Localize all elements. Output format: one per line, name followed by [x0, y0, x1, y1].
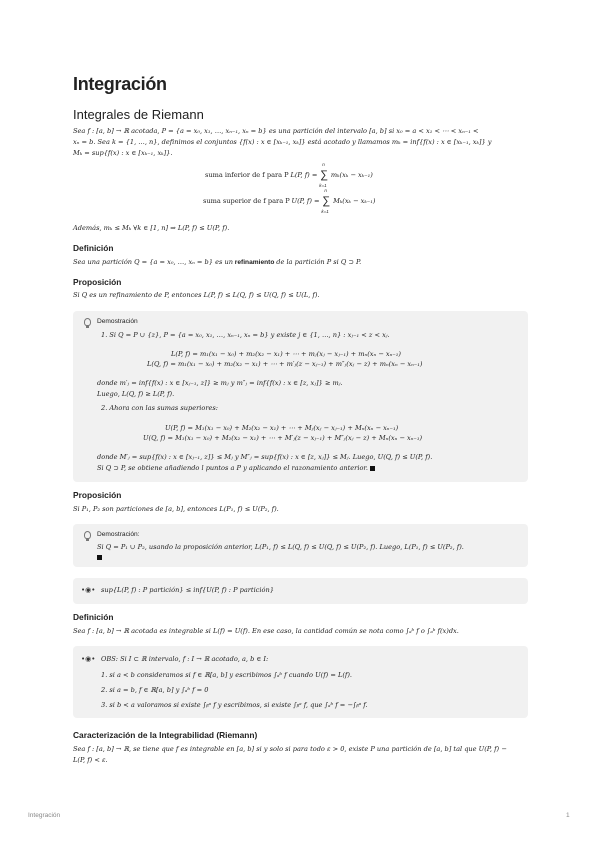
qed-icon: [370, 466, 375, 471]
eye-icon: •◉•: [81, 655, 96, 663]
intro-line-2: xₙ = b. Sea k = {1, …, n}, definimos el conjuntos {f(x) : x ∈ [xₖ₋₁, xₖ]} está acotado y llamamos mₖ = inf{f(x) : x ∈ [xₖ₋₁, xₖ]} y: [73, 138, 492, 146]
demo-line: Luego, L(Q, f) ≥ L(P, f).: [97, 390, 175, 398]
section-heading-riemann: Integrales de Riemann: [73, 107, 204, 122]
demo-label: Demostración: [97, 318, 138, 325]
demo-line: U(P, f) = M₁(x₁ − x₀) + M₂(x₂ − x₁) + ⋯ + Mⱼ(xⱼ − xⱼ₋₁) + Mₙ(xₙ − xₙ₋₁): [165, 424, 399, 432]
eye-icon: •◉•: [81, 586, 96, 594]
demo-line: 1. Si Q = P ∪ {z}, P = {a = x₀, x₁, …, xₙ₋₁, xₙ = b} y existe j ∈ {1, …, n} : xⱼ₋₁ < z < xⱼ.: [101, 331, 390, 339]
demo-line: L(Q, f) = m₁(x₁ − x₀) + m₂(x₂ − x₁) + ⋯ + m′ⱼ(z − xⱼ₋₁) + m″ⱼ(xⱼ − z) + mₙ(xₙ − xₙ₋₁): [147, 360, 423, 368]
obs-intro: OBS: Si I ⊂ ℝ intervalo, f : I → ℝ acotado, a, b ∈ I:: [101, 655, 269, 663]
demo-line: U(Q, f) = M₁(x₁ − x₀) + M₂(x₂ − x₁) + ⋯ + M′ⱼ(z − xⱼ₋₁) + M″ⱼ(xⱼ − z) + Mₙ(xₙ − xₙ₋₁): [143, 434, 423, 442]
characterization-heading: Caracterización de la Integrabilidad (Riemann): [73, 730, 258, 740]
demo-label: Demostración:: [97, 531, 140, 538]
definition-text-2: Sea f : [a, b] → ℝ acotada es integrable si L(f) = U(f). En ese caso, la cantidad común se nota como ∫ₐᵇ f o ∫ₐᵇ f(x)dx.: [73, 627, 459, 635]
intro-line-3: Mₖ = sup{f(x) : x ∈ [xₖ₋₁, xₖ]}.: [73, 149, 173, 157]
demo-line-last: Si Q ⊃ P, se obtiene añadiendo l puntos a P y aplicando el razonamiento anterior.: [97, 464, 375, 474]
demonstration-box-1: [73, 311, 528, 482]
page-number: 1: [566, 812, 570, 819]
obs-item: 1. si a < b consideramos si f ∈ ℝ[a, b] y escribimos ∫ₐᵇ f cuando U(f) = L(f).: [101, 671, 353, 679]
demo-line: L(P, f) = m₁(x₁ − x₀) + m₂(x₂ − x₁) + ⋯ + mⱼ(xⱼ − xⱼ₋₁) + mₙ(xₙ − xₙ₋₁): [171, 350, 401, 358]
lower-sum-formula: suma inferior de f para P L(P, f) = ∑ n k=1 mₖ(xₖ − xₖ₋₁): [205, 162, 373, 188]
demo-line: Si Q = P₁ ∪ P₂, usando la proposición anterior, L(P₁, f) ≤ L(Q, f) ≤ U(Q, f) ≤ U(P₂, f). Luego, L(P₁, f) ≤ U(P₂, f).: [97, 543, 464, 551]
definition-heading-2: Definición: [73, 612, 114, 622]
observation-box: [73, 646, 528, 718]
proposition-text-1: Si Q es un refinamiento de P, entonces L(P, f) ≤ L(Q, f) ≤ U(Q, f) ≤ U(L, f).: [73, 291, 320, 299]
lightbulb-icon: [82, 318, 92, 328]
obs-item: 2. si a = b, f ∈ ℝ[a, b] y ∫ₐᵇ f = 0: [101, 686, 209, 694]
demo-line: donde M′ⱼ = sup{f(x) : x ∈ [xⱼ₋₁, z]} ≤ Mⱼ y M″ⱼ = sup{f(x) : x ∈ [z, xⱼ]} ≤ Mⱼ. Luego, U(Q, f) ≤ U(P, f).: [97, 453, 433, 461]
proposition-heading-2: Proposición: [73, 490, 122, 500]
obs-item: 3. si b < a valoramos si existe ∫ᵦᵃ f y escribimos, si existe ∫ᵦᵃ f, que ∫ₐᵇ f = −∫ᵦᵃ f.: [101, 701, 368, 709]
demonstration-box-2: [73, 524, 528, 567]
characterization-line-2: L(P, f) < ε.: [73, 756, 108, 764]
qed-icon: [97, 554, 102, 563]
intro-line-1: Sea f : [a, b] → ℝ acotada, P = {a = x₀, x₁, …, xₙ₋₁, xₙ = b} es una partición del intervalo [a, b] si x₀ = a < x₁ < ⋯ < xₙ₋₁ <: [73, 127, 479, 135]
upper-sum-formula: suma superior de f para P U(P, f) = ∑ n k=1 Mₖ(xₖ − xₖ₋₁): [203, 188, 376, 214]
demo-line: donde m′ⱼ = inf{f(x) : x ∈ [xⱼ₋₁, z]} ≥ mⱼ y m″ⱼ = inf{f(x) : x ∈ [z, xⱼ]} ≥ mⱼ.: [97, 379, 343, 387]
proposition-heading-1: Proposición: [73, 277, 122, 287]
demo-line: 2. Ahora con las sumas superiores:: [101, 404, 219, 412]
sigma-icon: ∑ n k=1: [321, 188, 331, 214]
lightbulb-icon: [82, 531, 92, 541]
ademas-text: Además, mₖ ≤ Mₖ ∀k ∈ [1, n] ⇒ L(P, f) ≤ U(P, f).: [73, 224, 230, 232]
proposition-text-2: Si P₁, P₂ son particiones de [a, b], entonces L(P₁, f) ≤ U(P₂, f).: [73, 505, 279, 513]
definition-text-1: Sea una partición Q = {a = x₀, …, xₙ = b} es un refinamiento de la partición P si Q ⊃ P.: [73, 258, 362, 266]
definition-heading-1: Definición: [73, 243, 114, 253]
footer-title: Integración: [28, 812, 61, 819]
characterization-line-1: Sea f : [a, b] → ℝ, se tiene que f es integrable en [a, b] si y solo si para todo ε > 0, existe P una partición de [a, b] tal que U(P, f) −: [73, 745, 507, 753]
page-title: Integración: [73, 74, 167, 94]
sigma-icon: ∑ n k=1: [319, 162, 329, 188]
note-text: sup{L(P, f) : P partición} ≤ inf{U(P, f) : P partición}: [101, 586, 274, 594]
note-box-sup-inf: [73, 578, 528, 604]
